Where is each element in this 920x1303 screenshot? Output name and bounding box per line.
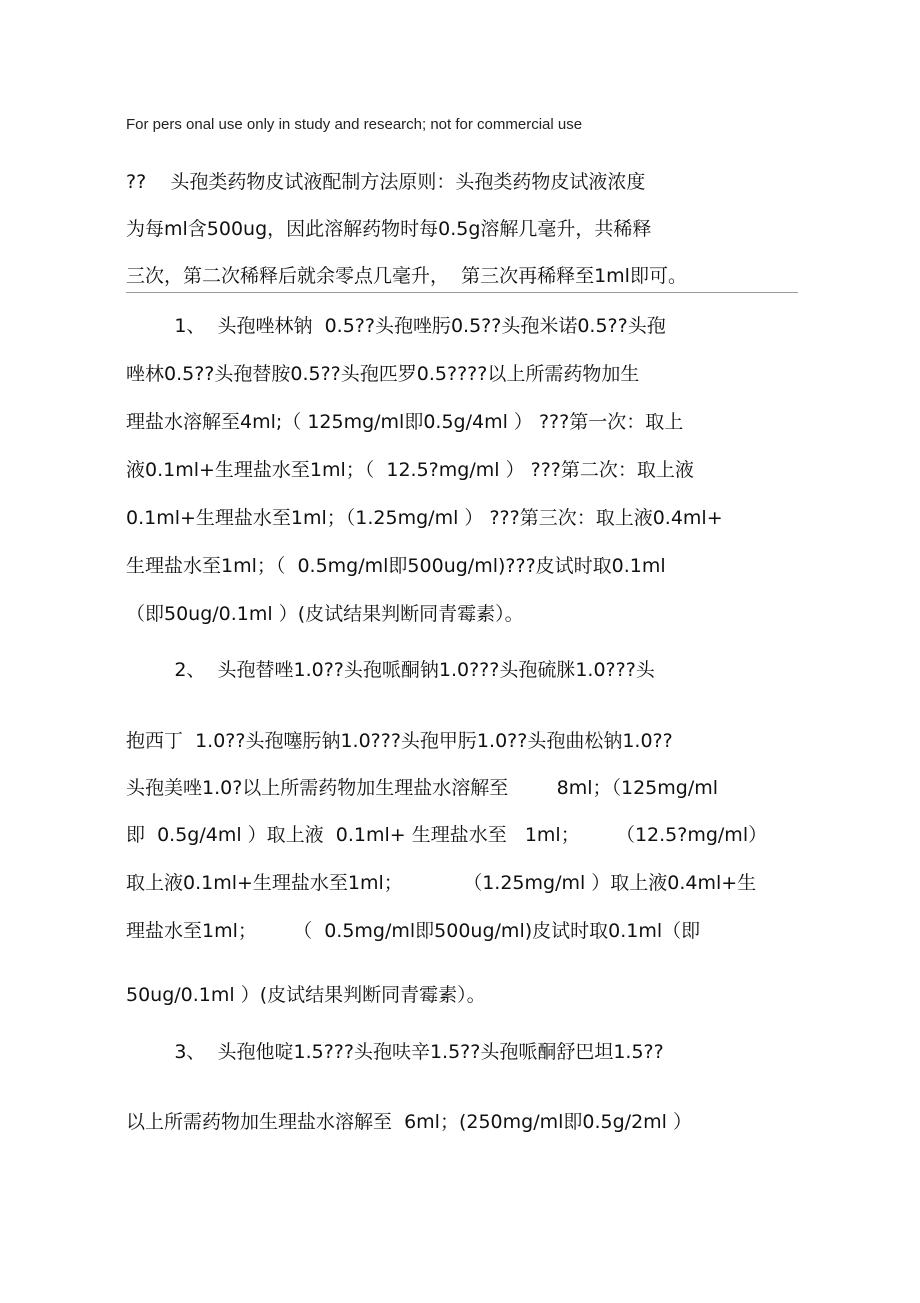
- section2-line-1: 2、 头孢替唑1.0??头孢哌酮钠1.0???头孢硫脒1.0???头: [126, 659, 655, 681]
- intro-line-2: 为每ml含500ug，因此溶解药物时每0.5g溶解几毫升，共稀释: [126, 218, 652, 240]
- section1-line-4: 液0.1ml+生理盐水至1ml；（ 12.5?mg/ml ） ???第二次：取上液: [126, 459, 694, 481]
- section1-line-3: 理盐水溶解至4ml;（ 125mg/ml即0.5g/4ml ） ???第一次：取上: [126, 411, 684, 433]
- section2-line-3: 头孢美唑1.0?以上所需药物加生理盐水溶解至 8ml；（125mg/ml: [126, 777, 719, 799]
- section3-line-2: 以上所需药物加生理盐水溶解至 6ml；(250mg/ml即0.5g/2ml ）: [126, 1111, 692, 1133]
- section1-line-1: 1、 头孢唑林钠 0.5??头孢唑肟0.5??头孢米诺0.5??头孢: [126, 315, 666, 337]
- section2-line-6: 理盐水至1ml； （ 0.5mg/ml即500ug/ml)皮试时取0.1ml（即: [126, 920, 701, 942]
- section1-line-6: 生理盐水至1ml；（ 0.5mg/ml即500ug/ml)???皮试时取0.1ml: [126, 555, 666, 577]
- section1-line-2: 唑林0.5??头孢替胺0.5??头孢匹罗0.5????以上所需药物加生: [126, 363, 640, 385]
- intro-line-1: ?? 头孢类药物皮试液配制方法原则：头孢类药物皮试液浓度: [126, 171, 646, 193]
- section1-line-7: （即50ug/0.1ml ）(皮试结果判断同青霉素）。: [126, 603, 524, 625]
- intro-line-3: 三次，第二次稀释后就余零点几毫升， 第三次再稀释至1ml即可。: [126, 265, 687, 287]
- usage-notice: For pers onal use only in study and research; not for commercial use: [126, 116, 583, 133]
- section2-line-7: 50ug/0.1ml ）(皮试结果判断同青霉素）。: [126, 984, 486, 1006]
- section2-line-5: 取上液0.1ml+生理盐水至1ml； （1.25mg/ml ）取上液0.4ml+生: [126, 872, 757, 894]
- divider-line: [126, 292, 798, 293]
- section1-line-5: 0.1ml+生理盐水至1ml；（1.25mg/ml ） ???第三次：取上液0.4ml+: [126, 507, 723, 529]
- section3-line-1: 3、 头孢他啶1.5???头孢呋辛1.5??头孢哌酮舒巴坦1.5??: [126, 1041, 664, 1063]
- section2-line-4: 即 0.5g/4ml ）取上液 0.1ml+ 生理盐水至 1ml； （12.5?mg/ml）: [126, 824, 768, 846]
- section2-line-2: 抱西丁 1.0??头孢噻肟钠1.0???头孢甲肟1.0??头孢曲松钠1.0??: [126, 730, 673, 752]
